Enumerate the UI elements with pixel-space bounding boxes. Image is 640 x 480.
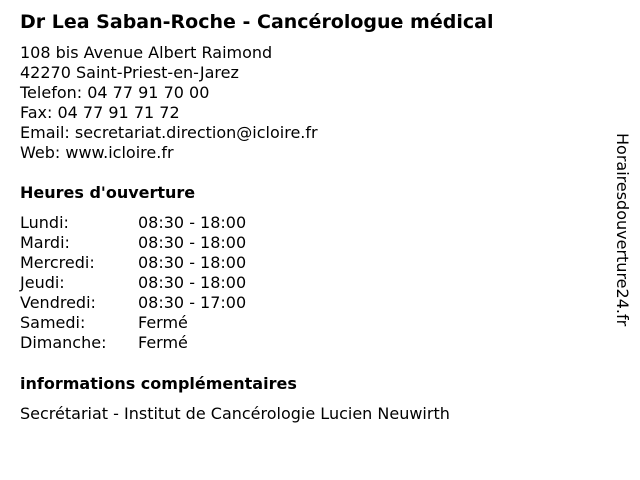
additional-info-text: Secrétariat - Institut de Cancérologie Lucien Neuwirth [20,404,450,423]
day-label: Dimanche: [20,333,107,352]
page-title: Dr Lea Saban-Roche - Cancérologue médical [20,11,494,33]
contact-block [20,43,318,163]
phone-text: Telefon: 04 77 91 70 00 [20,83,210,102]
hours-value: 08:30 - 18:00 [138,273,247,292]
day-label: Vendredi: [20,293,96,312]
web-text: Web: www.icloire.fr [20,143,174,162]
fax-text: Fax: 04 77 91 71 72 [20,103,180,122]
day-label: Mercredi: [20,253,95,272]
hours-value: 08:30 - 17:00 [138,293,247,312]
day-label: Samedi: [20,313,86,332]
hours-value: Fermé [138,333,188,352]
opening-hours-heading: Heures d'ouverture [20,183,196,202]
hours-value: 08:30 - 18:00 [138,253,247,272]
email-text: Email: secretariat.direction@icloire.fr [20,123,318,142]
additional-info-heading: informations complémentaires [20,374,297,393]
address-line-city: 42270 Saint-Priest-en-Jarez [20,63,239,82]
day-label: Jeudi: [20,273,65,292]
hours-value: 08:30 - 18:00 [138,233,247,252]
hours-value: 08:30 - 18:00 [138,213,247,232]
day-label: Lundi: [20,213,69,232]
day-label: Mardi: [20,233,70,252]
address-line-street: 108 bis Avenue Albert Raimond [20,43,273,62]
site-watermark: Horairesdouverture24.fr [613,133,632,327]
hours-value: Fermé [138,313,188,332]
